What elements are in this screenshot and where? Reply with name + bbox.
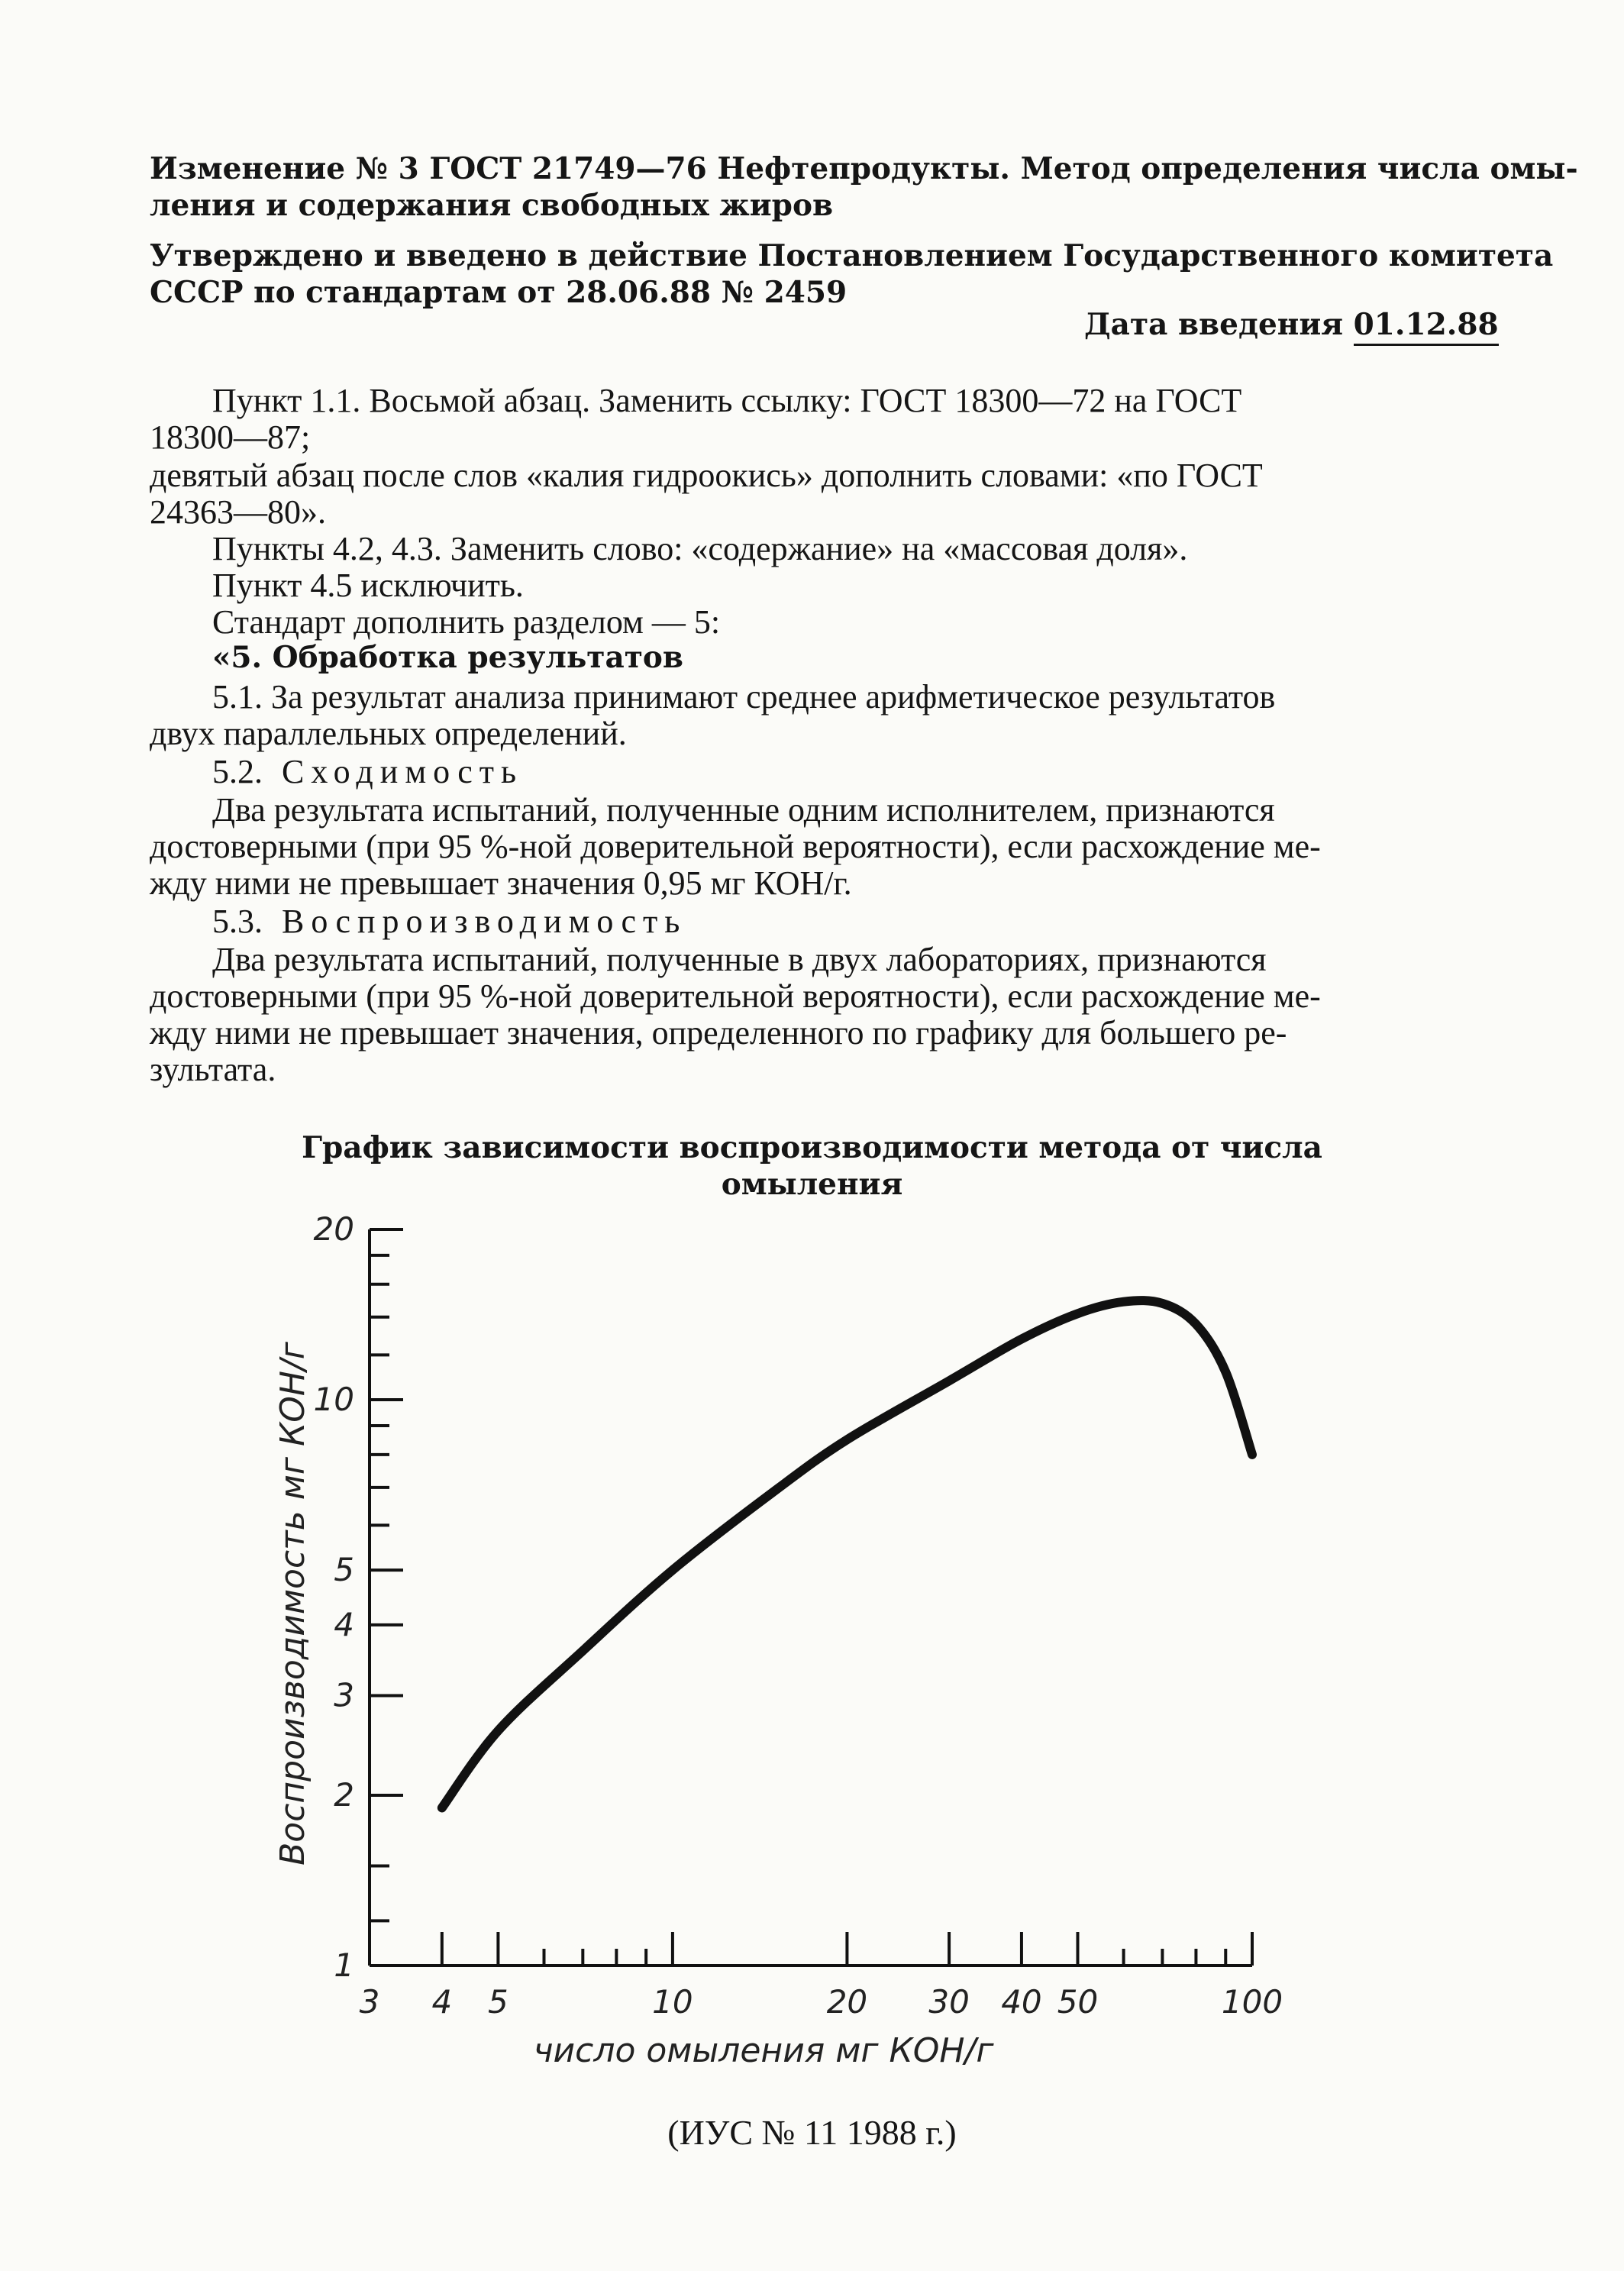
figure-caption-text-1: График зависимости воспроизводимости метода от числа <box>302 1130 1322 1165</box>
x-tick-label: 100 <box>1221 1983 1283 2021</box>
clause-5-3-number: 5.3. <box>212 903 263 940</box>
clause-5-2-number: 5.2. <box>212 753 263 790</box>
y-tick-label: 3 <box>334 1676 354 1714</box>
clause-5-3-line-4: зультата. <box>150 1051 276 1088</box>
x-tick-label: 30 <box>928 1983 970 2021</box>
approved-line-1: Утверждено и введено в действие Постановлением Государственного комитета <box>150 238 1554 273</box>
source-note <box>0 2114 1624 2152</box>
para-1-line-2: 18300—87; <box>150 418 311 456</box>
para-2-line-2: 24363—80». <box>150 493 326 531</box>
clause-5-1-line-1: 5.1. За результат анализа принимают среднее арифметическое результатов <box>212 678 1276 716</box>
clause-5-1-line-2: двух параллельных определений. <box>150 715 627 752</box>
clause-5-2-line-3: жду ними не превышает значения 0,95 мг КОН/г. <box>150 864 852 902</box>
clause-5-3-line-1: Два результата испытаний, полученные в двух лабораториях, признаются <box>212 941 1267 978</box>
chart-ticks <box>370 1229 1252 1966</box>
section-5-title: «5. Обработка результатов <box>212 640 684 675</box>
clause-5-2-title: Сходимость <box>282 753 524 790</box>
x-tick-label: 3 <box>359 1983 380 2021</box>
figure-caption-text-2: омыления <box>721 1167 903 1202</box>
chart-axes <box>370 1229 1252 1966</box>
reproducibility-curve <box>442 1300 1252 1807</box>
para-3: Пункты 4.2, 4.3. Заменить слово: «содержание» на «массовая доля». <box>212 530 1188 567</box>
effective-date-label: Дата введения <box>1084 307 1344 342</box>
y-tick-label: 20 <box>313 1210 354 1248</box>
x-tick-label: 20 <box>826 1983 868 2021</box>
y-tick-label: 4 <box>334 1605 354 1643</box>
para-4: Пункт 4.5 исключить. <box>212 567 524 604</box>
para-1-line-1: Пункт 1.1. Восьмой абзац. Заменить ссылку: ГОСТ 18300—72 на ГОСТ <box>212 382 1242 419</box>
x-tick-label: 50 <box>1057 1983 1099 2021</box>
header-line-1: Изменение № 3 ГОСТ 21749—76 Нефтепродукты. Метод определения числа омы- <box>150 151 1578 186</box>
clause-5-3-line-3: жду ними не превышает значения, определенного по графику для большего ре- <box>150 1014 1287 1052</box>
approved-line-2: СССР по стандартам от 28.06.88 № 2459 <box>150 275 848 310</box>
source-note-text: (ИУС № 11 1988 г.) <box>667 2113 957 2152</box>
x-tick-label: 5 <box>488 1983 509 2021</box>
para-2-line-1: девятый абзац после слов «калия гидроокись» дополнить словами: «по ГОСТ <box>150 457 1263 494</box>
y-tick-label: 10 <box>313 1381 354 1419</box>
clause-5-3-line-2: достоверными (при 95 %-ной доверительной вероятности), если расхождение ме- <box>150 977 1321 1015</box>
x-tick-label: 10 <box>652 1983 693 2021</box>
effective-date-value: 01.12.88 <box>1354 307 1499 346</box>
y-tick-label: 5 <box>334 1551 354 1589</box>
y-tick-label: 1 <box>334 1946 354 1984</box>
para-5: Стандарт дополнить разделом — 5: <box>212 603 721 641</box>
x-tick-label: 40 <box>1001 1983 1042 2021</box>
x-axis-label: число омыления мг КОН/г <box>533 2031 994 2070</box>
clause-5-2-line-1: Два результата испытаний, полученные одним исполнителем, признаются <box>212 791 1275 829</box>
y-axis-label: Воспроизводимость мг КОН/г <box>273 1342 312 1866</box>
clause-5-2-line-2: достоверными (при 95 %-ной доверительной вероятности), если расхождение ме- <box>150 828 1321 865</box>
y-tick-label: 2 <box>334 1775 354 1814</box>
chart-tick-labels <box>314 1210 1283 2021</box>
clause-5-3-title: Воспроизводимость <box>282 903 687 940</box>
x-tick-label: 4 <box>431 1983 453 2021</box>
header-line-2: ления и содержания свободных жиров <box>150 188 834 223</box>
